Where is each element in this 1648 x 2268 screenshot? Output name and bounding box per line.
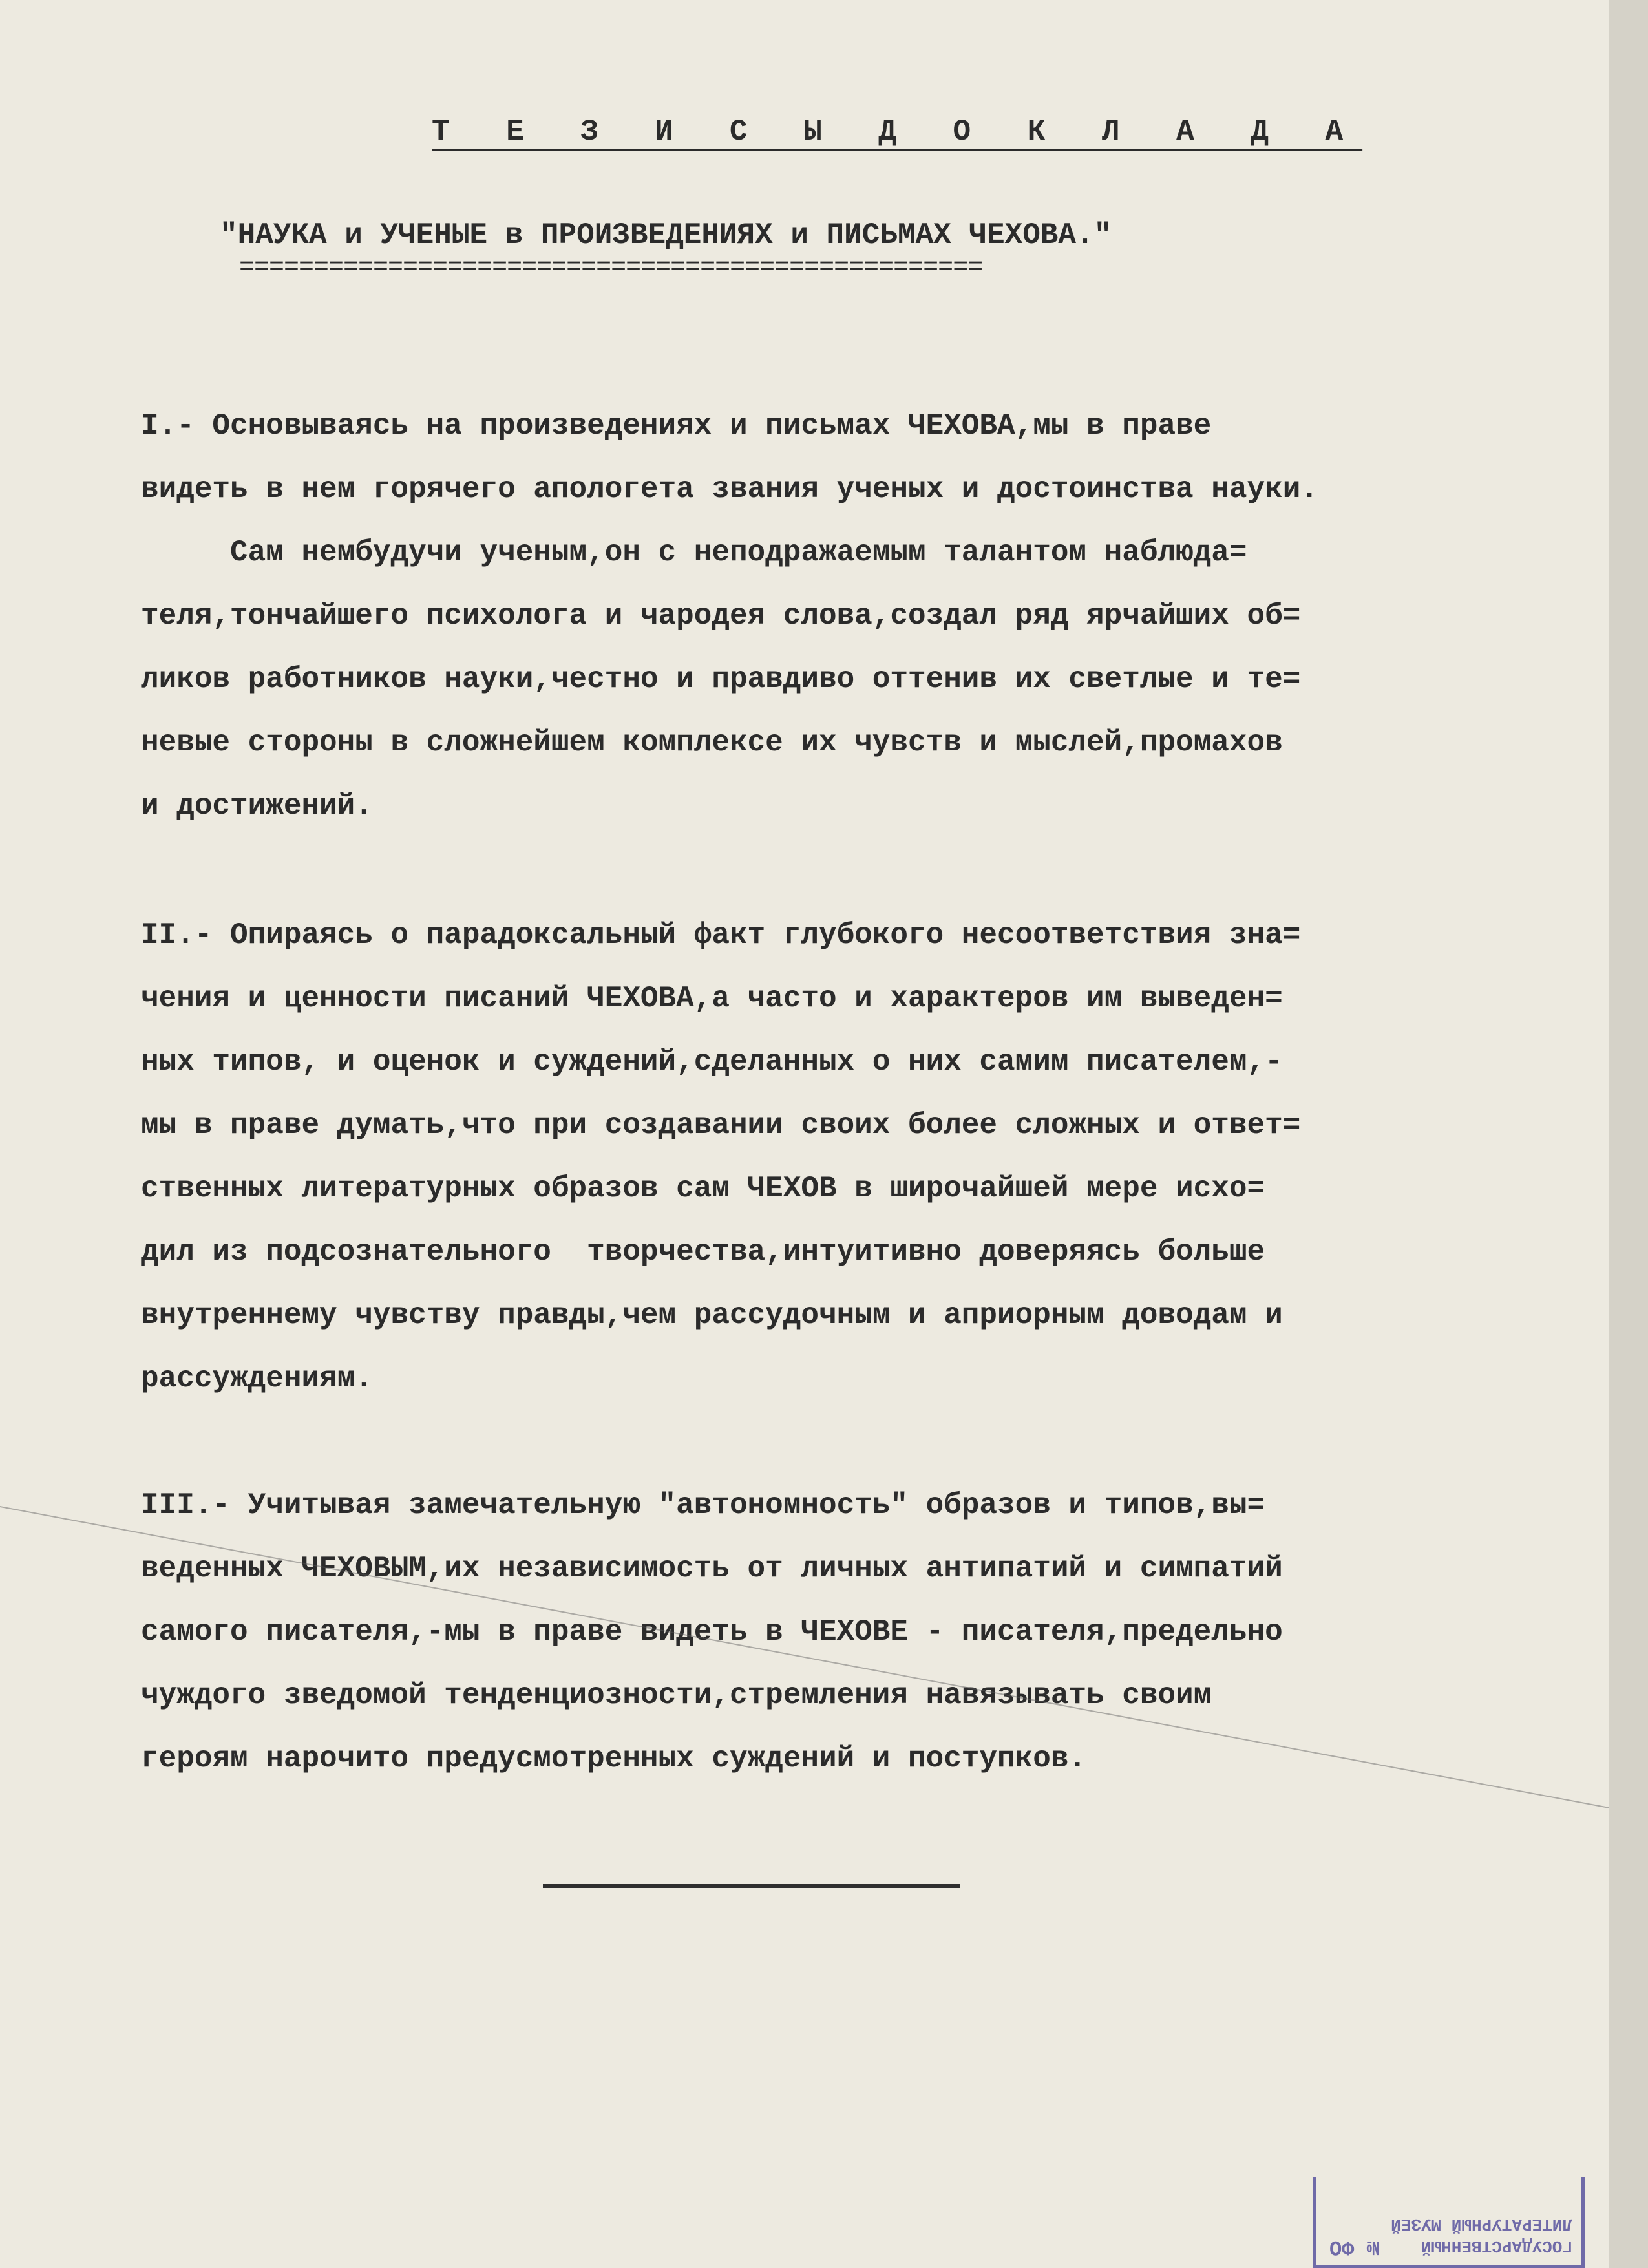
stamp-line-1: ГОСУДАРСТВЕННЫЙ xyxy=(1421,2236,1572,2256)
document-title: Т Е З И С Ы Д О К Л А Д А xyxy=(432,115,1363,149)
thesis-paragraph-1: I.- Основываясь на произведениях и письмах ЧЕХОВА,мы в праве видеть в нем горячего апологета звания ученых и достоинства науки. Сам нембудучи ученым,он с неподражаемым талантом наблюда= теля,тончайшего психолога и чародея слова,создал ряд ярчайших об= ликов работников науки,честно и правдиво оттенив их светлые и те= невые стороны в сложнейшем комплексе их чувств и мыслей,промахов и достижений. xyxy=(141,409,1318,823)
scan-background-edge xyxy=(1609,0,1648,2268)
subtitle-double-underline: ================================================== xyxy=(239,253,983,282)
stamp-line-2: ЛИТЕРАТУРНЫЙ МУЗЕЙ xyxy=(1391,2214,1572,2234)
archive-stamp xyxy=(1313,2177,1585,2268)
closing-rule xyxy=(543,1884,960,1888)
document-subtitle: "НАУКА и УЧЕНЫЕ в ПРОИЗВЕДЕНИЯХ и ПИСЬМАХ ЧЕХОВА." xyxy=(220,218,1112,252)
thesis-paragraph-3: III.- Учитывая замечательную "автономность" образов и типов,вы= веденных ЧЕХОВЫМ,их независимость от личных антипатий и симпатий самого писателя,-мы в праве видеть в ЧЕХОВЕ - писателя,предельно чуждого зведомой тенденциозности,стремления навязывать своим героям нарочито предусмотренных суждений и поступков. xyxy=(141,1489,1283,1775)
stamp-number: № ФО xyxy=(1329,2235,1379,2259)
thesis-paragraph-2: II.- Опираясь о парадоксальный факт глубокого несоответствия зна= чения и ценности писаний ЧЕХОВА,а часто и характеров им выведен= ных типов, и оценок и суждений,сделанных о них самим писателем,- мы в праве думать,что при создавании своих более сложных и ответ= ственных литературных образов сам ЧЕХОВ в широчайшей мере исхо= дил из подсознательного творчества,интуитивно доверяясь больше внутреннему чувству правды,чем рассудочным и априорным доводам и рассуждениям. xyxy=(141,918,1301,1395)
